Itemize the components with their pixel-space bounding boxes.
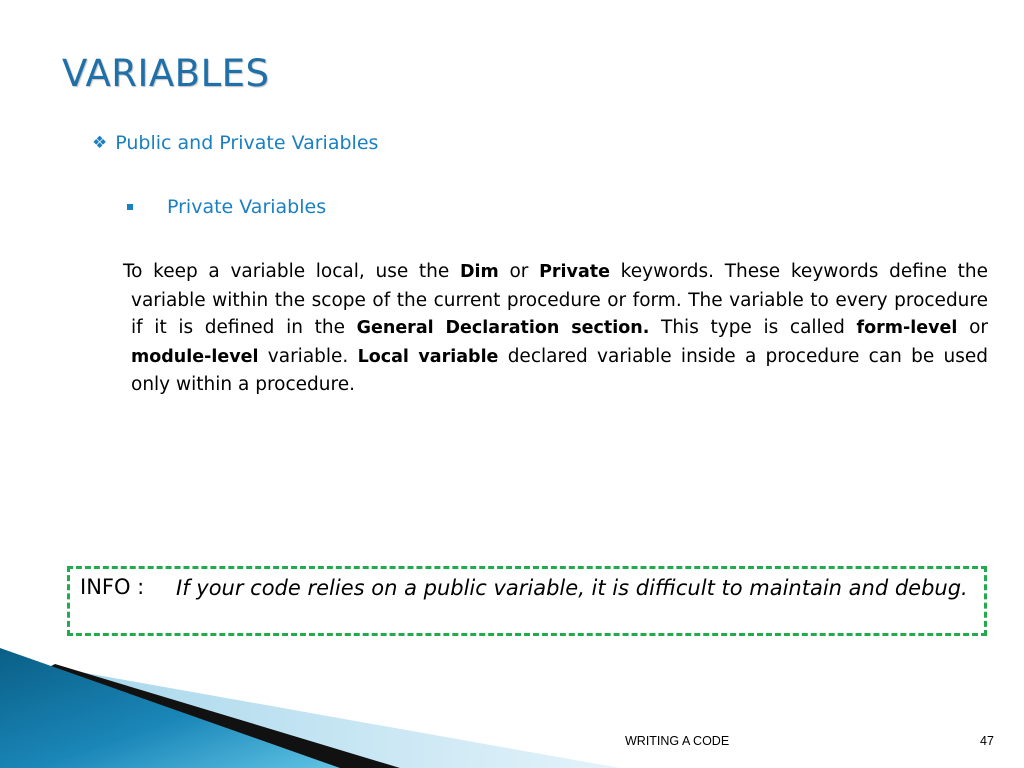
paragraph-keyword: General Declaration section.: [356, 318, 650, 338]
paragraph-text: This type is called: [649, 317, 857, 338]
paragraph-text: or: [957, 317, 988, 338]
info-text: If your code relies on a public variable, it is difficult to maintain and debug.: [176, 576, 968, 600]
paragraph-text: or: [498, 261, 540, 282]
info-box: [67, 566, 987, 636]
paragraph-keyword: form-level: [856, 318, 958, 338]
bullet-public-private: [92, 132, 378, 154]
info-label: INFO :: [80, 575, 145, 599]
body-paragraph: [123, 258, 989, 399]
decor-black-stripe: [40, 664, 400, 768]
bullet-private-variables: [127, 196, 326, 218]
bullet-public-private-label: Public and Private Variables: [115, 132, 379, 154]
page-number: 47: [980, 734, 994, 748]
diamond-bullet-icon: ❖: [92, 133, 108, 153]
paragraph-keyword: Local variable: [357, 346, 499, 367]
paragraph-text: variable.: [258, 345, 358, 367]
slide-title: VARIABLES: [62, 52, 270, 95]
paragraph-keyword: Private: [539, 262, 610, 282]
footer-label: WRITING A CODE: [625, 734, 730, 748]
paragraph-keyword: Dim: [459, 262, 499, 282]
bullet-private-variables-label: Private Variables: [167, 196, 327, 218]
paragraph-text: keywords. These keywords define the variable within the scope of the current procedure or form. The variable to every procedure if it is defined in the: [131, 261, 989, 338]
paragraph-text: declared variable inside a procedure can be used only within a procedure.: [131, 345, 989, 395]
decor-teal-wedge: [0, 648, 340, 768]
paragraph-keyword: module-level: [131, 346, 259, 367]
square-bullet-icon: [127, 204, 133, 210]
decor-pale-stripe: [80, 672, 620, 768]
paragraph-text: To keep a variable local, use the: [123, 261, 460, 282]
